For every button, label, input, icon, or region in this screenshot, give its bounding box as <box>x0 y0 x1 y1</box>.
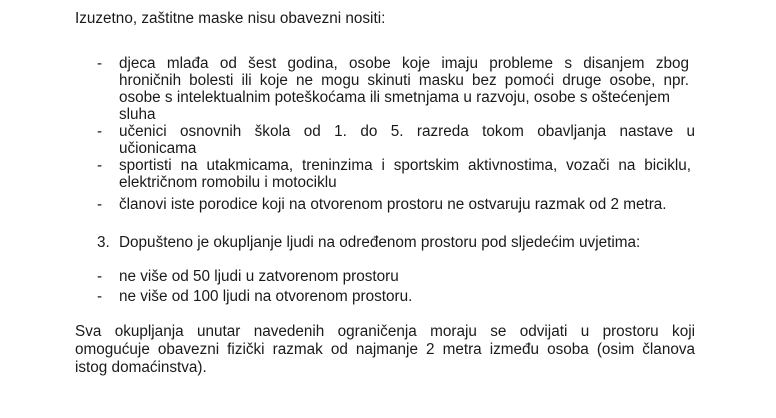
section-3-text: Dopušteno je okupljanje ljudi na određenom prostoru pod sljedećim uvjetima: <box>119 234 641 251</box>
exception-1-line-1: djeca mlađa od šest godina, osobe koje imaju probleme s disanjem zbog <box>119 55 689 72</box>
closing-line-1: Sva okupljanja unutar navedenih ograničenja moraju se odvijati u prostoru koji <box>75 323 695 340</box>
bullet-dash: - <box>97 55 103 72</box>
bullet-dash: - <box>97 157 103 174</box>
condition-1: ne više od 50 ljudi u zatvorenom prostoru <box>119 268 399 285</box>
closing-line-2: omogućuje obavezni fizički razmak od najmanje 2 metra između osoba (osim članova <box>75 341 695 358</box>
exception-2-line-2: učionicama <box>119 140 197 157</box>
exception-1-line-2: hroničnih bolesti ili koje ne mogu skinuti masku bez pomoći druge osobe, npr. <box>119 72 689 89</box>
bullet-dash: - <box>97 288 103 305</box>
exception-3-line-2: električnom romobilu i motociklu <box>119 174 337 191</box>
exception-2-line-1: učenici osnovnih škola od 1. do 5. razreda tokom obavljanja nastave u <box>119 123 695 140</box>
condition-2: ne više od 100 ljudi na otvorenom prostoru. <box>119 288 413 305</box>
bullet-dash: - <box>97 123 103 140</box>
exception-4-line-1: članovi iste porodice koji na otvorenom prostoru ne ostvaruju razmak od 2 metra. <box>119 196 667 213</box>
exception-1-line-4: sluha <box>119 106 156 123</box>
exception-1-line-3: osobe s intelektualnim poteškoćama ili smetnjama u razvoju, osobe s oštećenjem <box>119 89 670 106</box>
intro-text: Izuzetno, zaštitne maske nisu obavezni nositi: <box>75 10 386 27</box>
bullet-dash: - <box>97 196 103 213</box>
section-3-number: 3. <box>97 234 110 251</box>
bullet-dash: - <box>97 268 103 285</box>
closing-line-3: istog domaćinstva). <box>75 359 207 376</box>
exception-3-line-1: sportisti na utakmicama, treninzima i sportskim aktivnostima, vozači na biciklu, <box>119 157 691 174</box>
